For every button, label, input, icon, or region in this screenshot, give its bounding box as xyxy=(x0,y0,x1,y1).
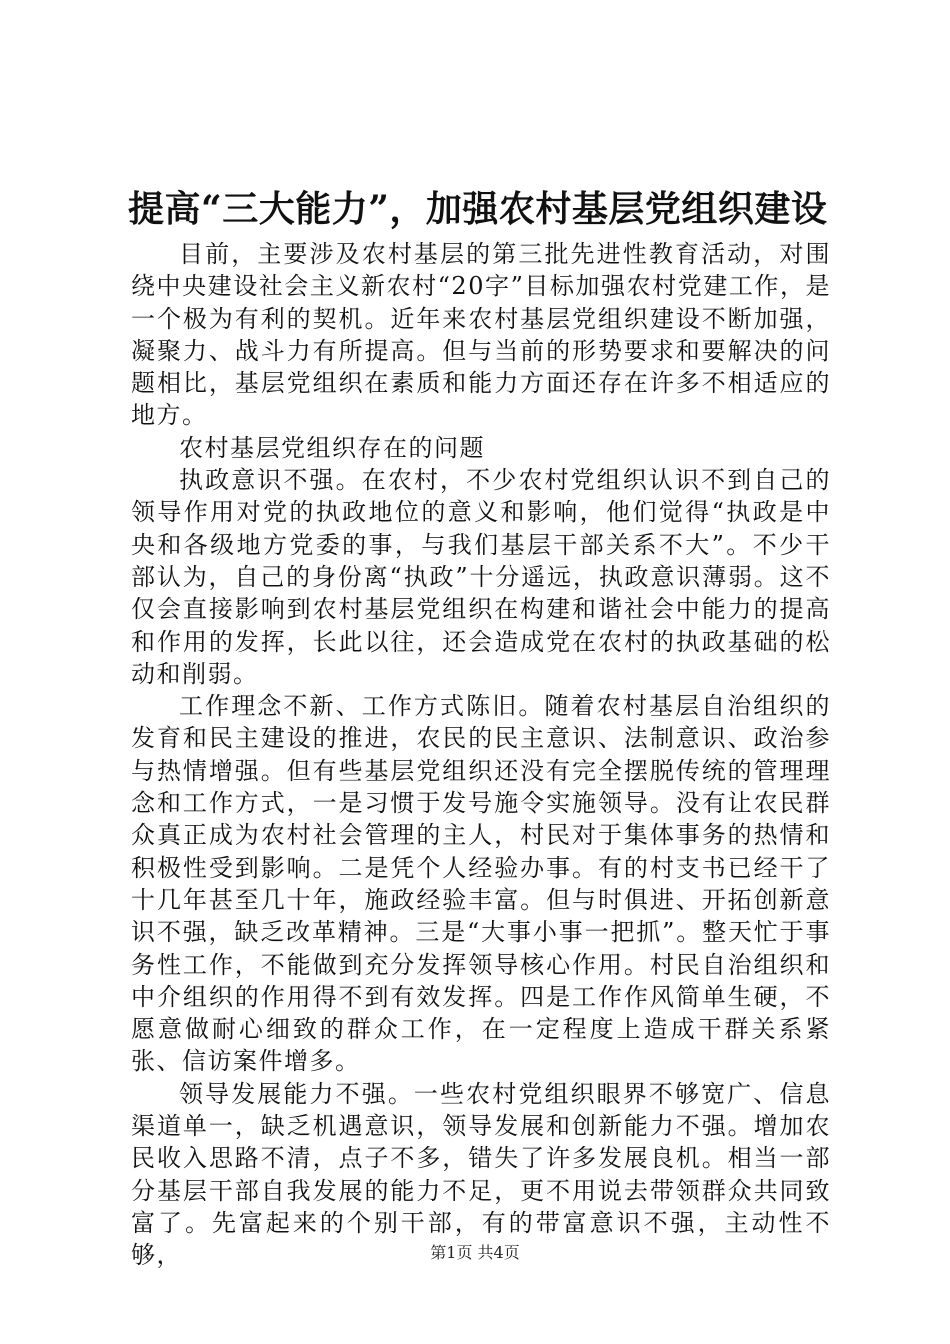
page-number-footer: 第1页 共4页 xyxy=(430,1243,520,1262)
paragraph-governance-awareness: 执政意识不强。在农村，不少农村党组织认识不到自己的领导作用对党的执政地位的意义和影响，他们觉得“执政是中央和各级地方党委的事，与我们基层干部关系不大”。不少干部认为，自己的身份离“执政”十分遥远，执政意识薄弱。这不仅会直接影响到农村基层党组织在构建和谐社会中能力的提高和作用的发挥，长此以往，还会造成党在农村的执政基础的松动和削弱。 xyxy=(131,466,831,688)
section-heading-problems: 农村基层党组织存在的问题 xyxy=(179,433,485,462)
paragraph-intro: 目前，主要涉及农村基层的第三批先进性教育活动，对围绕中央建设社会主义新农村“20字”目标加强农村党建工作，是一个极为有利的契机。近年来农村基层党组织建设不断加强，凝聚力、战斗力有所提高。但与当前的形势要求和要解决的问题相比，基层党组织在素质和能力方面还存在许多不相适应的地方。 xyxy=(131,240,831,430)
paragraph-work-concept: 工作理念不新、工作方式陈旧。随着农村基层自治组织的发育和民主建设的推进，农民的民主意识、法制意识、政治参与热情增强。但有些基层党组织还没有完全摆脱传统的管理理念和工作方式，一是习惯于发号施令实施领导。没有让农民群众真正成为农村社会管理的主人，村民对于集体事务的热情和积极性受到影响。二是凭个人经验办事。有的村支书已经干了十几年甚至几十年，施政经验丰富。但与时俱进、开拓创新意识不强，缺乏改革精神。三是“大事小事一把抓”。整天忙于事务性工作，不能做到充分发挥领导核心作用。村民自治组织和中介组织的作用得不到有效发挥。四是工作作风简单生硬，不愿意做耐心细致的群众工作，在一定程度上造成干群关系紧张、信访案件增多。 xyxy=(131,692,831,1076)
document-body xyxy=(131,238,831,1272)
paragraph-leadership-development: 领导发展能力不强。一些农村党组织眼界不够宽广、信息渠道单一，缺乏机遇意识，领导发展和创新能力不强。增加农民收入思路不清，点子不多，错失了许多发展良机。相当一部分基层干部自我发展的能力不足，更不用说去带领群众共同致富了。先富起来的个别干部，有的带富意识不强，主动性不够， xyxy=(131,1079,831,1270)
document-title: 提高“三大能力”，加强农村基层党组织建设 xyxy=(128,188,828,230)
